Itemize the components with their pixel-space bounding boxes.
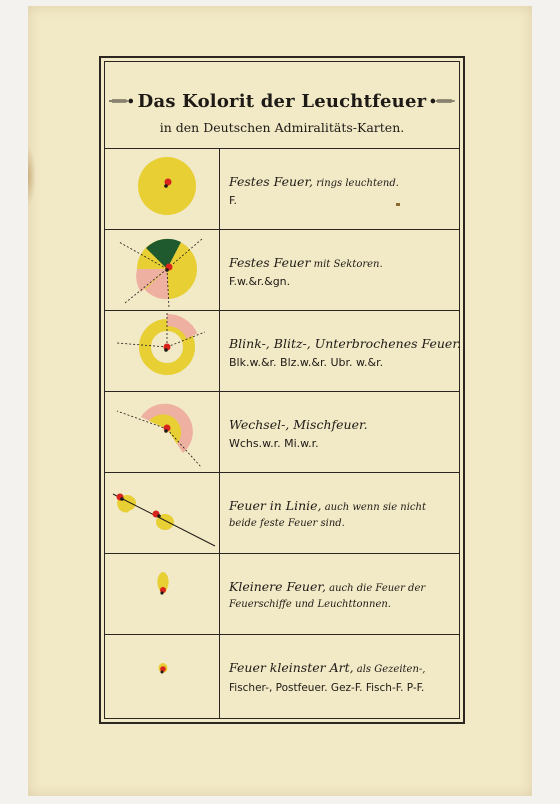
light-type-name: Kleinere Feuer, <box>229 579 326 594</box>
light-type-note: mit Sektoren. <box>310 259 383 270</box>
legend-frame <box>99 56 465 724</box>
smallest-light-symbol-icon <box>105 634 220 718</box>
row-description <box>229 472 455 553</box>
row-description <box>229 148 455 229</box>
light-type-name: Festes Feuer <box>229 255 311 270</box>
light-type-name: Blink-, Blitz-, Unterbrochenes Feuer. <box>229 336 461 351</box>
legend-row-leading-lights <box>105 472 459 554</box>
legend-row-smallest-light <box>105 634 459 718</box>
light-type-name: Feuer in Linie, <box>229 498 322 513</box>
chart-abbreviation: F. <box>229 194 238 207</box>
row-description <box>229 229 455 310</box>
row-note-continued: beide feste Feuer sind. <box>229 518 345 529</box>
title-row <box>105 88 459 114</box>
chart-abbreviation: Blk.w.&r. Blz.w.&r. Ubr. w.&r. <box>229 356 384 369</box>
row-description <box>229 310 461 391</box>
legend-row-fixed-light <box>105 148 459 230</box>
chart-abbreviation: Wchs.w.r. Mi.w.r. <box>229 437 319 450</box>
leading-lights-symbol-icon <box>105 472 220 553</box>
chart-abbreviation: Fischer-, Postfeuer. Gez-F. Fisch-F. P-F. <box>229 682 425 694</box>
page <box>28 6 532 796</box>
legend-table <box>104 61 460 719</box>
sector-light-symbol-icon <box>105 229 220 310</box>
fixed-light-symbol-icon <box>105 148 220 229</box>
legend-row-sector-light <box>105 229 459 311</box>
row-note-continued: Feuerschiffe und Leuchttonnen. <box>229 599 391 610</box>
small-light-symbol-icon <box>105 553 220 634</box>
legend-row-alternating-light <box>105 391 459 473</box>
light-type-name: Wechsel-, Mischfeuer. <box>229 417 368 432</box>
light-type-note: als Gezeiten-, <box>353 664 426 675</box>
light-type-name: Festes Feuer, <box>229 174 314 189</box>
legend-row-flashing-light <box>105 310 459 392</box>
ornament-right-icon <box>430 96 455 106</box>
page-title: Das Kolorit der Leuchtfeuer <box>137 90 427 112</box>
paper-stain <box>28 146 36 206</box>
light-type-name: Feuer kleinster Art, <box>229 660 354 675</box>
ornament-left-icon <box>109 96 134 106</box>
legend-row-small-light <box>105 553 459 635</box>
light-type-note: auch die Feuer der <box>325 583 426 594</box>
row-description <box>229 634 455 718</box>
row-description <box>229 553 455 634</box>
page-subtitle: in den Deutschen Admiralitäts-Karten. <box>159 120 405 135</box>
light-type-note: auch wenn sie nicht <box>321 502 426 513</box>
alternating-light-symbol-icon <box>105 391 220 472</box>
row-description <box>229 391 455 472</box>
flashing-light-symbol-icon <box>105 310 220 391</box>
legend-header <box>105 62 459 149</box>
chart-abbreviation: F.w.&r.&gn. <box>229 275 291 288</box>
light-type-note: rings leuchtend. <box>313 178 399 189</box>
